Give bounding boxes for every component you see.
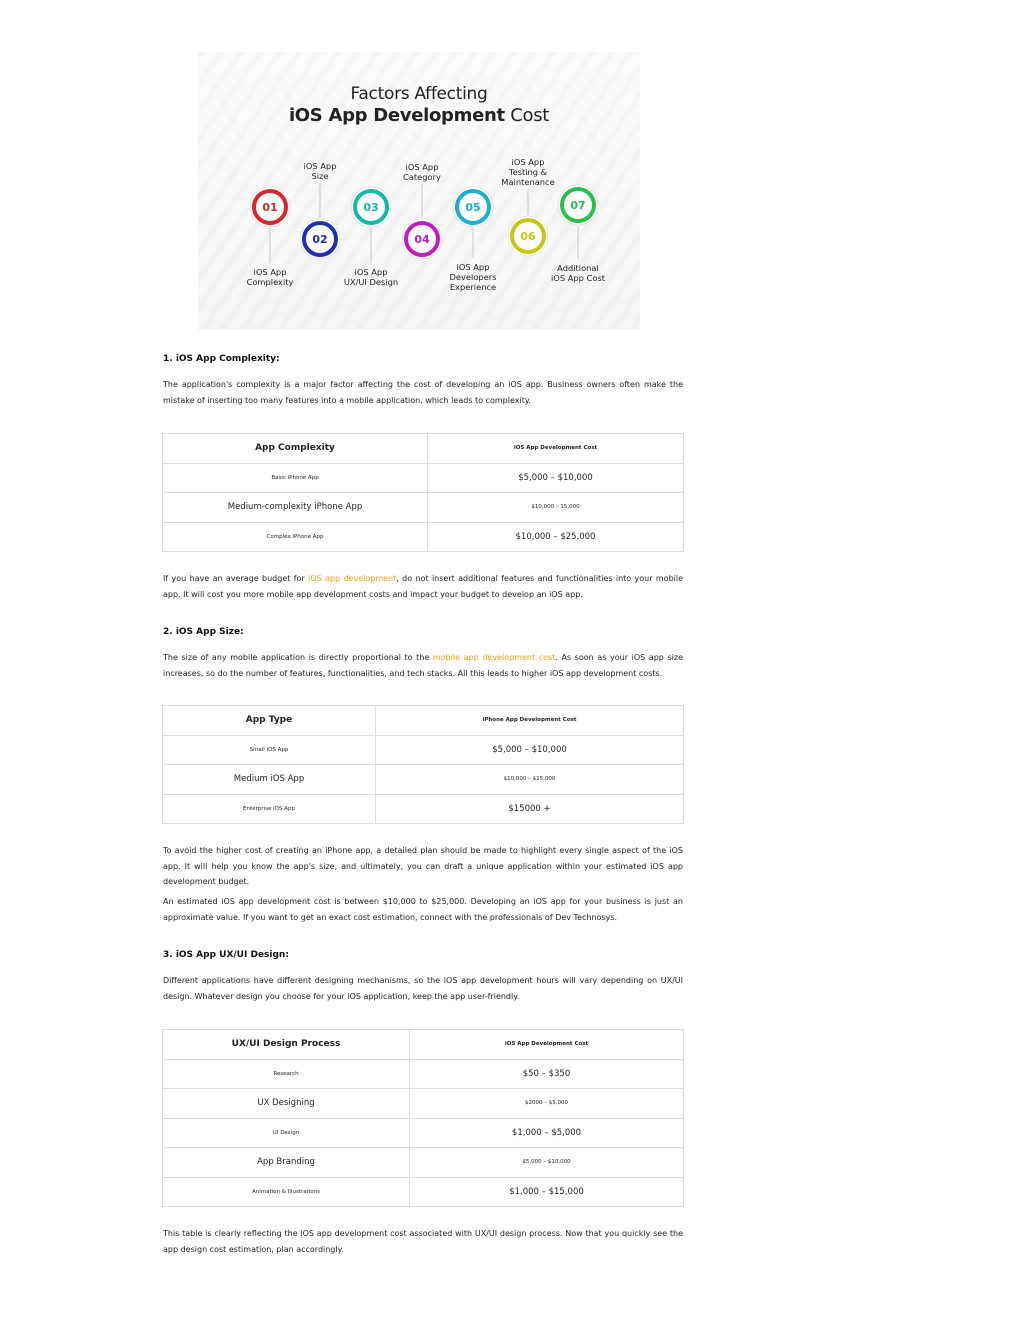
table-row [163, 493, 684, 523]
table-row [163, 522, 684, 552]
section2-after-paragraph-1: To avoid the higher cost of creating an iPhone app, a detailed plan should be made to highlight every single aspect of the iOS app. It will help you know the app's size, and ultimately, you can draft a unique application within your estimated iOS app development budget. [163, 846, 683, 886]
factor-05 [450, 187, 497, 292]
factor-number: 03 [363, 201, 379, 214]
table-row [163, 794, 684, 824]
section2-paragraph: The size of any mobile application is directly proportional to the mobile app development cost. As soon as your iOS app size increases, so do the number of features, functionalities, and tech stacks. All this leads to higher iOS app development costs. [163, 653, 683, 678]
factor-06 [501, 157, 554, 256]
table-header-cell: iOS App Development Cost [410, 1030, 684, 1060]
table-cell: $1,000 – $15,000 [410, 1177, 684, 1207]
table-cell: Enterprise iOS App [163, 794, 376, 824]
table-cell: $50 – $350 [410, 1059, 684, 1089]
section2-heading: 2. iOS App Size: [163, 627, 244, 637]
table-cell: $10,000 – 15,000 [428, 493, 684, 523]
factor-04 [402, 162, 442, 259]
table-header-cell: iPhone App Development Cost [376, 706, 684, 736]
table-cell: Animation & Illustrations [163, 1177, 410, 1207]
table-header-row [163, 706, 684, 736]
table-header-row [163, 1030, 684, 1060]
table-cell: Small iOS App [163, 735, 376, 765]
factor-label: iOS App Cost [550, 273, 606, 283]
factor-07 [551, 185, 606, 283]
factor-label: Experience [449, 282, 497, 292]
factor-03 [344, 187, 398, 287]
section1-after-paragraph: If you have an average budget for iOS app development, do not insert additional features and functionalities into your mobile app. It will cost you more mobile app development costs and impact your budget to develop an iOS app. [163, 574, 684, 599]
factor-number: 07 [570, 199, 586, 212]
factor-label: iOS App [354, 267, 388, 277]
mobile-app-development-cost-link[interactable]: mobile app development cost [432, 653, 556, 662]
table-cell: UX Designing [163, 1089, 410, 1119]
table-cell: $10,000 – $25,000 [428, 522, 684, 552]
infographic-title-line2: iOS App Development Cost [288, 105, 550, 126]
table-cell: $10,000 – $15,000 [376, 765, 684, 795]
table-cell: Research [163, 1059, 410, 1089]
table-row [163, 765, 684, 795]
factor-number: 05 [465, 201, 481, 214]
factor-label: Developers [449, 272, 497, 282]
table-header-cell: iOS App Development Cost [428, 434, 684, 464]
factor-number: 02 [312, 233, 328, 246]
factor-number: 01 [262, 201, 278, 214]
ux-ui-design-table [162, 1029, 684, 1207]
table-cell: UI Design [163, 1118, 410, 1148]
table-cell: Complex iPhone App [163, 522, 428, 552]
table-cell: App Branding [163, 1148, 410, 1178]
factor-label: Testing & [508, 167, 548, 177]
factor-label: Additional [557, 263, 599, 273]
table-header-row [163, 434, 684, 464]
section3-after-paragraph: This table is clearly reflecting the iOS app development cost associated with UX/UI design process. Now that you quickly see the app design cost estimation, plan accordingly. [163, 1229, 683, 1254]
factor-label: Size [311, 171, 329, 181]
table-cell: $5,000 – $10,000 [428, 463, 684, 493]
factor-label: UX/UI Design [343, 277, 399, 287]
table-row [163, 1118, 684, 1148]
table-cell: Medium-complexity iPhone App [163, 493, 428, 523]
table-cell: $15000 + [376, 794, 684, 824]
factor-label: iOS App [303, 161, 337, 171]
factor-01 [247, 187, 294, 287]
table-cell: Medium iOS App [163, 765, 376, 795]
table-cell: $2000 – $5,000 [410, 1089, 684, 1119]
ios-app-development-link[interactable]: iOS app development [308, 574, 397, 583]
factors-infographic [198, 52, 640, 330]
factor-label: Maintenance [501, 177, 555, 187]
section3-heading: 3. iOS App UX/UI Design: [163, 950, 289, 960]
factor-label: iOS App [405, 162, 439, 172]
section1-heading: 1. iOS App Complexity: [163, 354, 280, 364]
table-row [163, 1089, 684, 1119]
factor-label: Complexity [246, 277, 294, 287]
app-size-table [162, 705, 684, 824]
table-cell: $5,000 – $10,000 [376, 735, 684, 765]
table-row [163, 735, 684, 765]
table-cell: Basic iPhone App [163, 463, 428, 493]
factor-label: Category [403, 172, 441, 182]
factor-label: iOS App [511, 157, 545, 167]
factor-number: 06 [520, 230, 536, 243]
table-cell: $5,000 – $10,000 [410, 1148, 684, 1178]
table-header-cell: App Type [163, 706, 376, 736]
infographic-title-line1: Factors Affecting [350, 84, 488, 104]
section2-after-paragraph-2: An estimated iOS app development cost is between $10,000 to $25,000. Developing an iOS app for your business is just an approximate value. If you want to get an exact cost estimation, connect with the professionals of Dev Technosys. [163, 897, 683, 922]
table-row [163, 463, 684, 493]
table-header-cell: App Complexity [163, 434, 428, 464]
factor-02 [300, 161, 340, 259]
table-row [163, 1148, 684, 1178]
factor-label: iOS App [253, 267, 287, 277]
table-row [163, 1177, 684, 1207]
table-cell: $1,000 – $5,000 [410, 1118, 684, 1148]
factor-label: iOS App [456, 262, 490, 272]
section3-paragraph: Different applications have different designing mechanisms, so the iOS app development hours will vary depending on UX/UI design. Whatever design you choose for your iOS application, keep the app user-friendly. [163, 976, 683, 1001]
factors-diagram [198, 52, 640, 330]
section1-paragraph: The application's complexity is a major factor affecting the cost of developing an iOS app. Business owners often make the mistake of inserting too many features into a mobile application, which leads to complexity. [163, 380, 683, 405]
complexity-table [162, 433, 684, 552]
table-row [163, 1059, 684, 1089]
factor-number: 04 [414, 233, 430, 246]
table-header-cell: UX/UI Design Process [163, 1030, 410, 1060]
